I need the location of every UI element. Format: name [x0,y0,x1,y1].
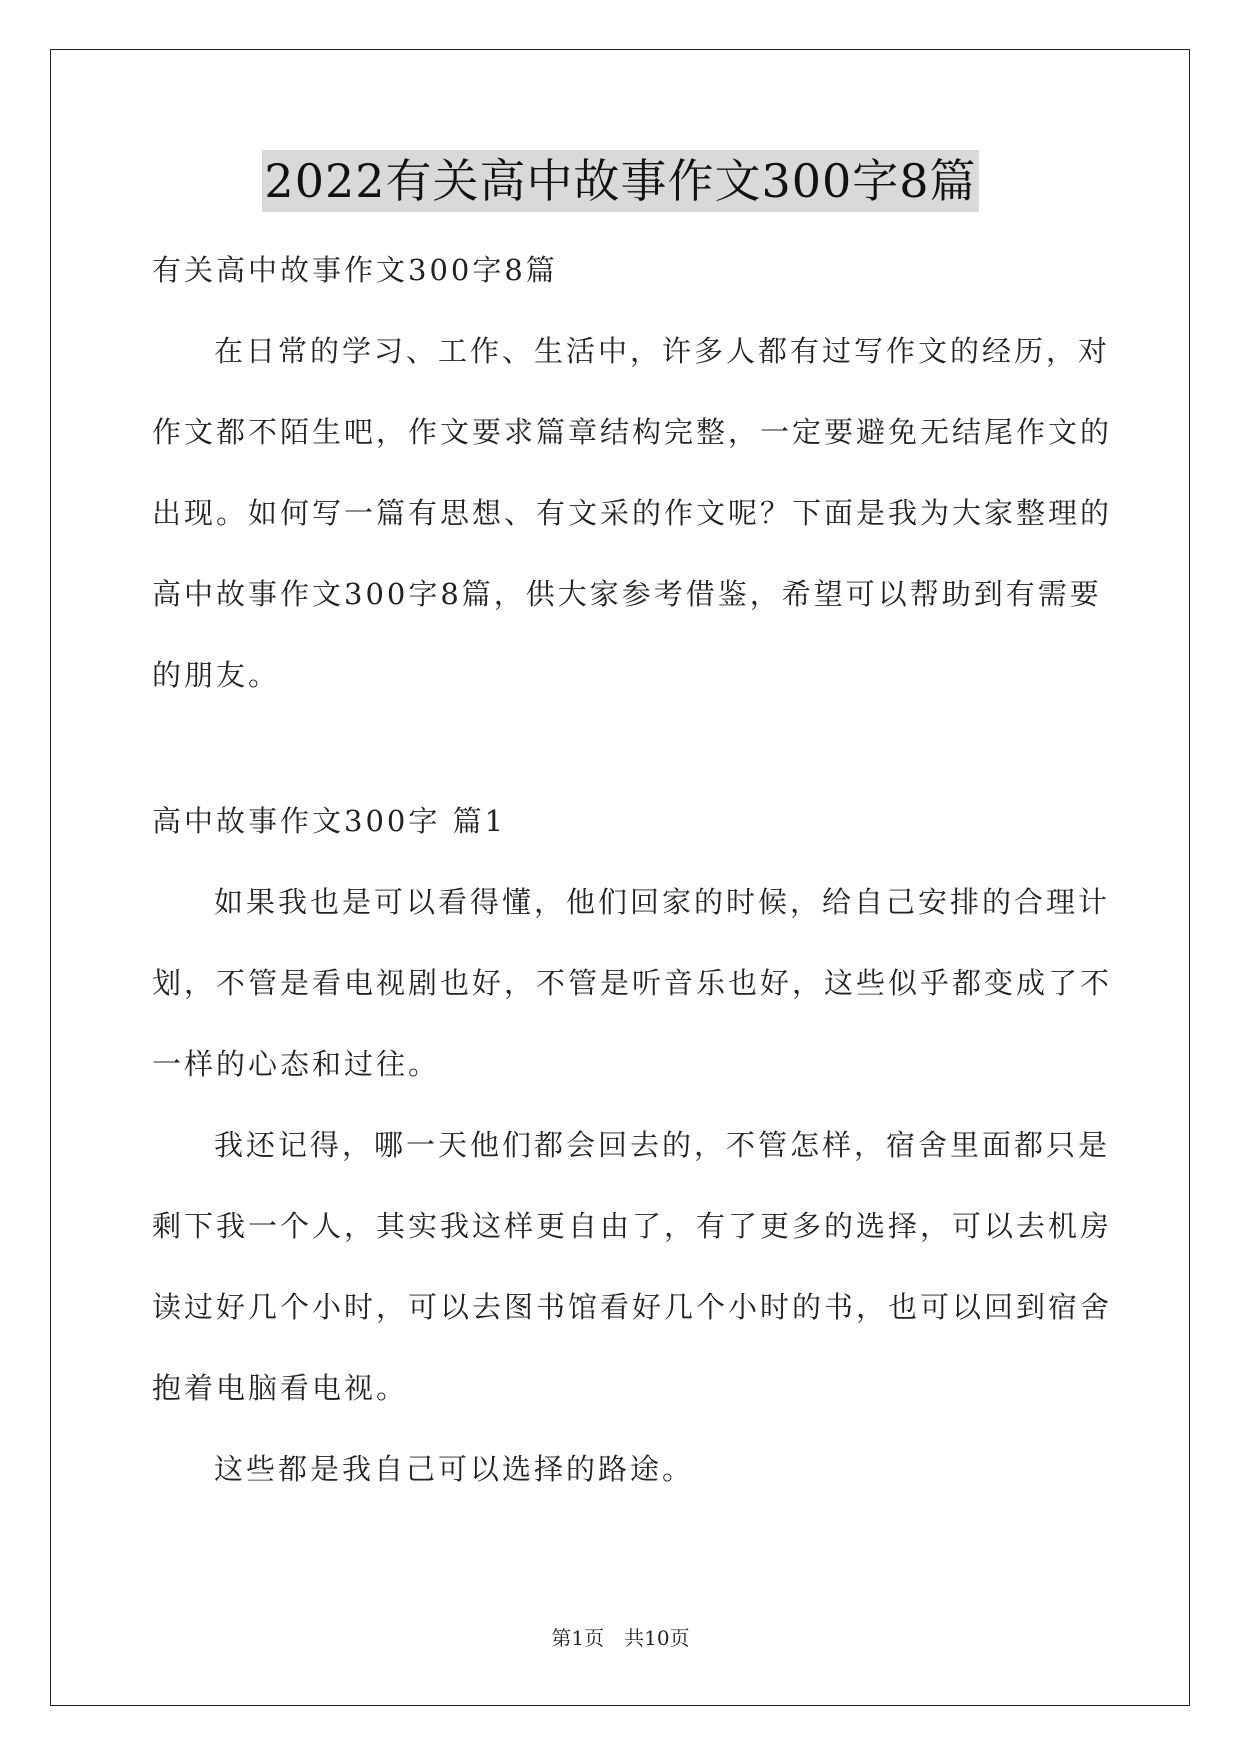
paragraph-line: 这些都是我自己可以选择的路途。 [214,1452,695,1486]
section1-paragraph-1 [152,862,1113,1105]
page-total: 共10页 [624,1626,690,1650]
paragraph-line: 如果我也是可以看得懂，他们回家的时候，给自己安排的合理计 [214,885,1111,919]
paragraph-line: 作文都不陌生吧，作文要求篇章结构完整，一定要避免无结尾作文的 [152,415,1113,449]
section1-paragraph-3 [152,1429,1092,1510]
paragraph-line: 剩下我一个人，其实我这样更自由了，有了更多的选择，可以去机房 [152,1209,1113,1243]
paragraph-line: 在日常的学习、工作、生活中，许多人都有过写作文的经历，对 [214,334,1111,368]
title-wrap [0,150,1241,212]
paragraph-line: 抱着电脑看电视。 [152,1371,409,1405]
paragraph-line: 我还记得，哪一天他们都会回去的，不管怎样，宿舍里面都只是 [214,1128,1111,1162]
paragraph-line: 划，不管是看电视剧也好，不管是听音乐也好，这些似乎都变成了不 [152,966,1113,1000]
section1-paragraph-2 [152,1105,1113,1429]
paragraph-line: 读过好几个小时，可以去图书馆看好几个小时的书，也可以回到宿舍 [152,1290,1113,1324]
paragraph-line: 出现。如何写一篇有思想、有文采的作文呢？下面是我为大家整理的 [152,496,1113,530]
page-footer [0,1622,1241,1651]
section-heading: 高中故事作文300字 篇1 [152,804,507,838]
intro-paragraph [152,311,1113,716]
paragraph-line: 高中故事作文300字8篇，供大家参考借鉴，希望可以帮助到有需要 [152,577,1102,611]
section-gap [152,716,1092,781]
paragraph-line: 一样的心态和过往。 [152,1047,441,1081]
page-number: 第1页 [551,1626,605,1650]
document-title: 2022有关高中故事作文300字8篇 [262,150,978,212]
document-subtitle: 有关高中故事作文300字8篇 [152,253,558,287]
paragraph-line: 的朋友。 [152,658,281,692]
document-body [152,230,1113,1510]
